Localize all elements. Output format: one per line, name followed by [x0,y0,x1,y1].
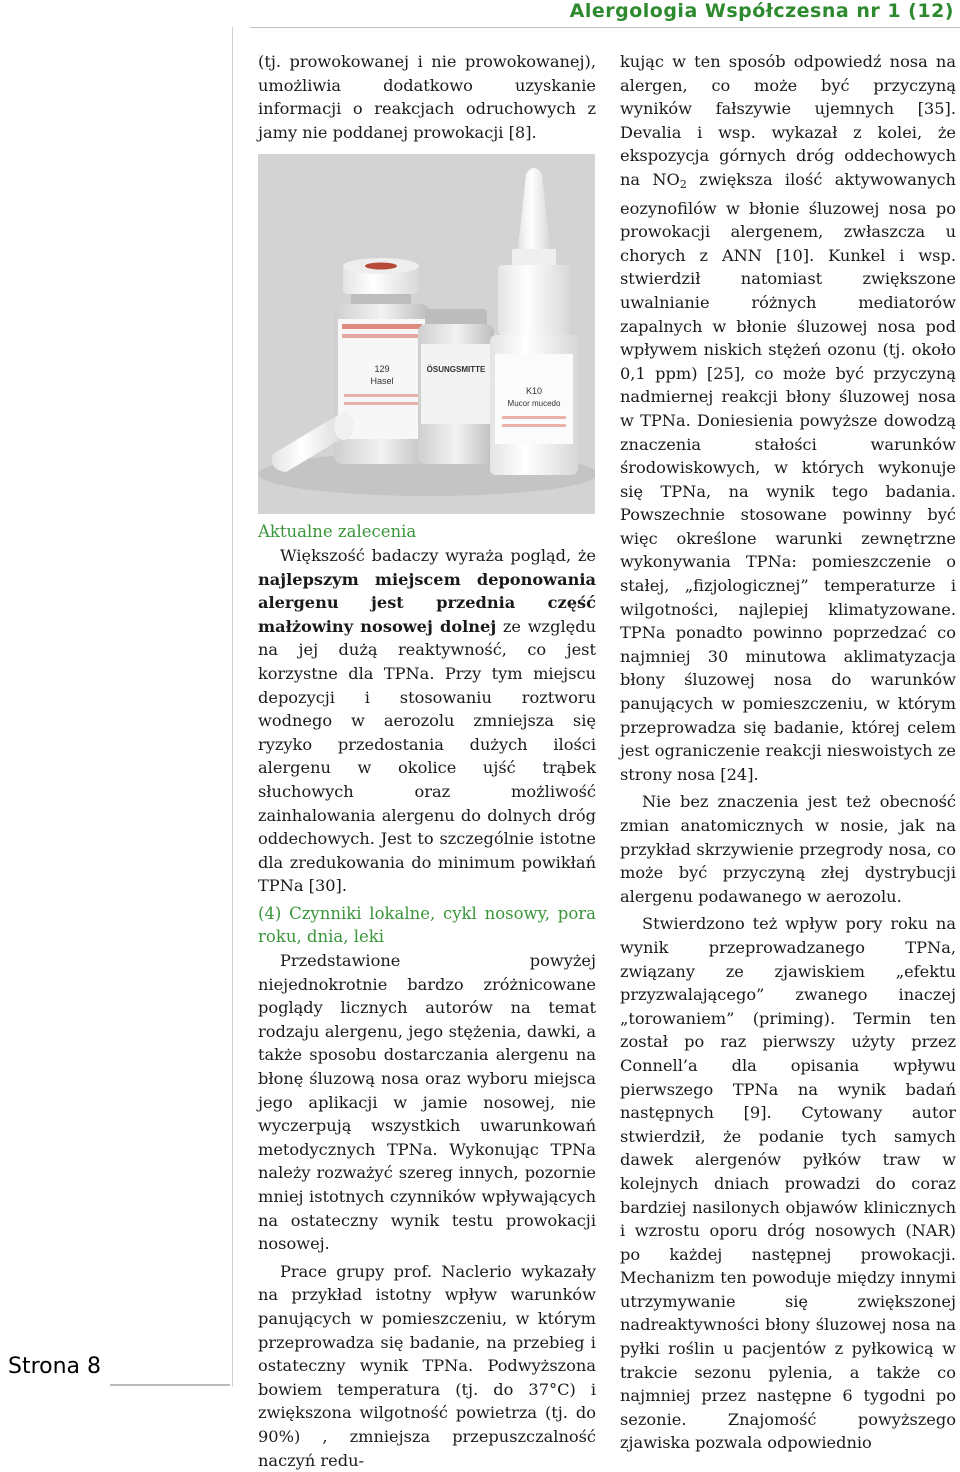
header-rule [250,27,960,28]
section-title-local-factors: (4) Czynniki lokalne, cykl nosowy, pora roku, dnia, leki [258,903,596,947]
vial-solvent-label: ÖSUNGSMITTE [426,365,486,375]
continuation-paragraph: kując w ten sposób odpowiedź nosa na alergen, co może być przyczyną wyników fałszywie ujemnych [35]. Devalia i wsp. wykazał z kolei, że ekspozycja górnych dróg oddechowych na $NO_2$ zwiększa ilość aktywowanych eozynofilów w błonie śluzowej nosa po prowokacji alergenem, zwłaszcza u chorych z ANN [10]. Kunkel i wsp. stwierdził natomiast zwiększone uwalnianie różnych mediatorów zapalnych w błonie śluzowej nosa pod wpływem niskich stężeń ozonu (tj. około 0,1 ppm) [25], co może być przyczyną nadmiernej reakcji błony śluzowej nosa w TPNa. Doniesienia powyższe dowodzą znaczenia stałości warunków środowiskowych, w których wykonuje się TPNa, na wynik tego badania. Powszechnie stosowane powinny być więc określone warunki zewnętrzne wykonywania TPNa: pomieszczenie o stałej, „fizjologicznej” temperaturze i wilgotności, najlepiej klimatyzowane. TPNa ponadto powinno poprzedzać co najmniej 30 minutowa aklimatyzacja błony śluzowej nosa do warunków panujących w pomieszczeniu, w którym przeprowadza się badanie, której celem jest ograniczenie reakcji nieswoistych ze strony nosa [24]. [620,52,956,784]
left-column [258,50,596,1472]
priming-paragraph: Stwierdzono też wpływ pory roku na wynik przeprowadzanego TPNa, związany ze zjawiskiem „efektu przyzwalającego” zwanego inaczej „torowaniem” (priming). Termin ten został po raz pierwszy użyty przez Connell’a dla opisania wpływu pierwszego TPNa na wynik badań następnych [9]. Cytowany autor stwierdził, że podanie tych samych dawek alergenów pyłków traw w kolejnych dniach prowadzi do coraz bardziej nasilonych objawów klinicznych i wzrostu oporu dróg nosowych (NAR) po każdej następnej prowokacji. Mechanizm ten powoduje między innymi utrzymywanie się zwiększonej nadreaktywności błony śluzowej nosa na pyłki roślin u pacjentów z pyłkowicą w trakcie sezonu pylenia, a także co najmniej przez następne 6 tygodni po sezonie. Znajomość powyższego zjawiska pozwala odpowiednio [620,914,956,1453]
vial-hasel-name: Hasel [370,376,394,387]
page-number-rule [110,1384,230,1386]
page-number: Strona 8 [8,1354,102,1379]
vial-solvent [418,309,494,464]
local-factors-paragraph-2: Prace grupy prof. Naclerio wykazały na przykład istotny wpływ warunków panujących w pomieszczeniu, w którym przeprowadza się badanie, na przebieg i ostateczny wynik TPNa. Podwyższona bowiem temperatura (tj. do 37°C) i zwiększona wilgotność powietrza (tj. do 90%) , zmniejsza przepuszczalność naczyń redu- [258,1261,596,1470]
vial-hasel-number: 129 [374,364,390,375]
section-title-recommendations: Aktualne zalecenia [258,522,417,542]
recommendations-paragraph: Większość badaczy wyraża pogląd, że najlepszym miejscem deponowania alergenu jest przednia część małżowiny nosowej dolnej ze względu na jej dużą reaktywność, co jest korzystne dla TPNa. Przy tym miejscu depozycji i stosowaniu roztworu wodnego w aerozolu zmniejsza się ryzyko przedostania dużych ilości alergenu w okolice ujść trąbek słuchowych oraz możliwość zainhalowania alergenu do dolnych dróg oddechowych. Jest to szczególnie istotne dla zredukowania do minimum powikłań TPNa [30]. [258,545,596,896]
spray-number: K10 [525,386,543,397]
intro-paragraph: (tj. prowokowanej i nie prowokowanej), umożliwia dodatkowo uzyskanie informacji o reakcjach odruchowych z jamy nie poddanej prowokacji [8]. [258,52,596,142]
journal-header: Alergologia Współczesna nr 1 (12) [569,0,954,22]
local-factors-paragraph-1: Przedstawione powyżej niejednokrotnie bardzo zróżnicowane poglądy licznych autorów na temat rodzaju alergenu, jego stężenia, dawki, a także sposobu dostarczania alergenu na błonę śluzową nosa oraz wyboru miejsca jego aplikacji w jamie nosowej, nie wyczerpują wszystkich uwarunkowań metodycznych TPNa. Wykonując TPNa należy rozważyć szereg innych, pozornie mniej istotnych czynników wpływających na ostateczny wynik testu prowokacji nosowej. [258,951,596,1254]
right-column [620,50,956,1455]
spray-name: Mucor mucedo [507,399,561,409]
margin-rule [232,27,233,1387]
allergen-vials-photo [258,154,595,514]
no2-subscript: 2 [679,177,687,191]
anatomy-paragraph: Nie bez znaczenia jest też obecność zmian anatomicznych w nosie, jak na przykład skrzywienie przegrody nosa, co może być przyczyną złej dystrybucji alergenu podawanego w aerozolu. [620,792,956,906]
emphasis-text: najlepszym miejscem deponowania alergenu jest przednia część małżowiny nosowej dolnej [258,569,596,636]
